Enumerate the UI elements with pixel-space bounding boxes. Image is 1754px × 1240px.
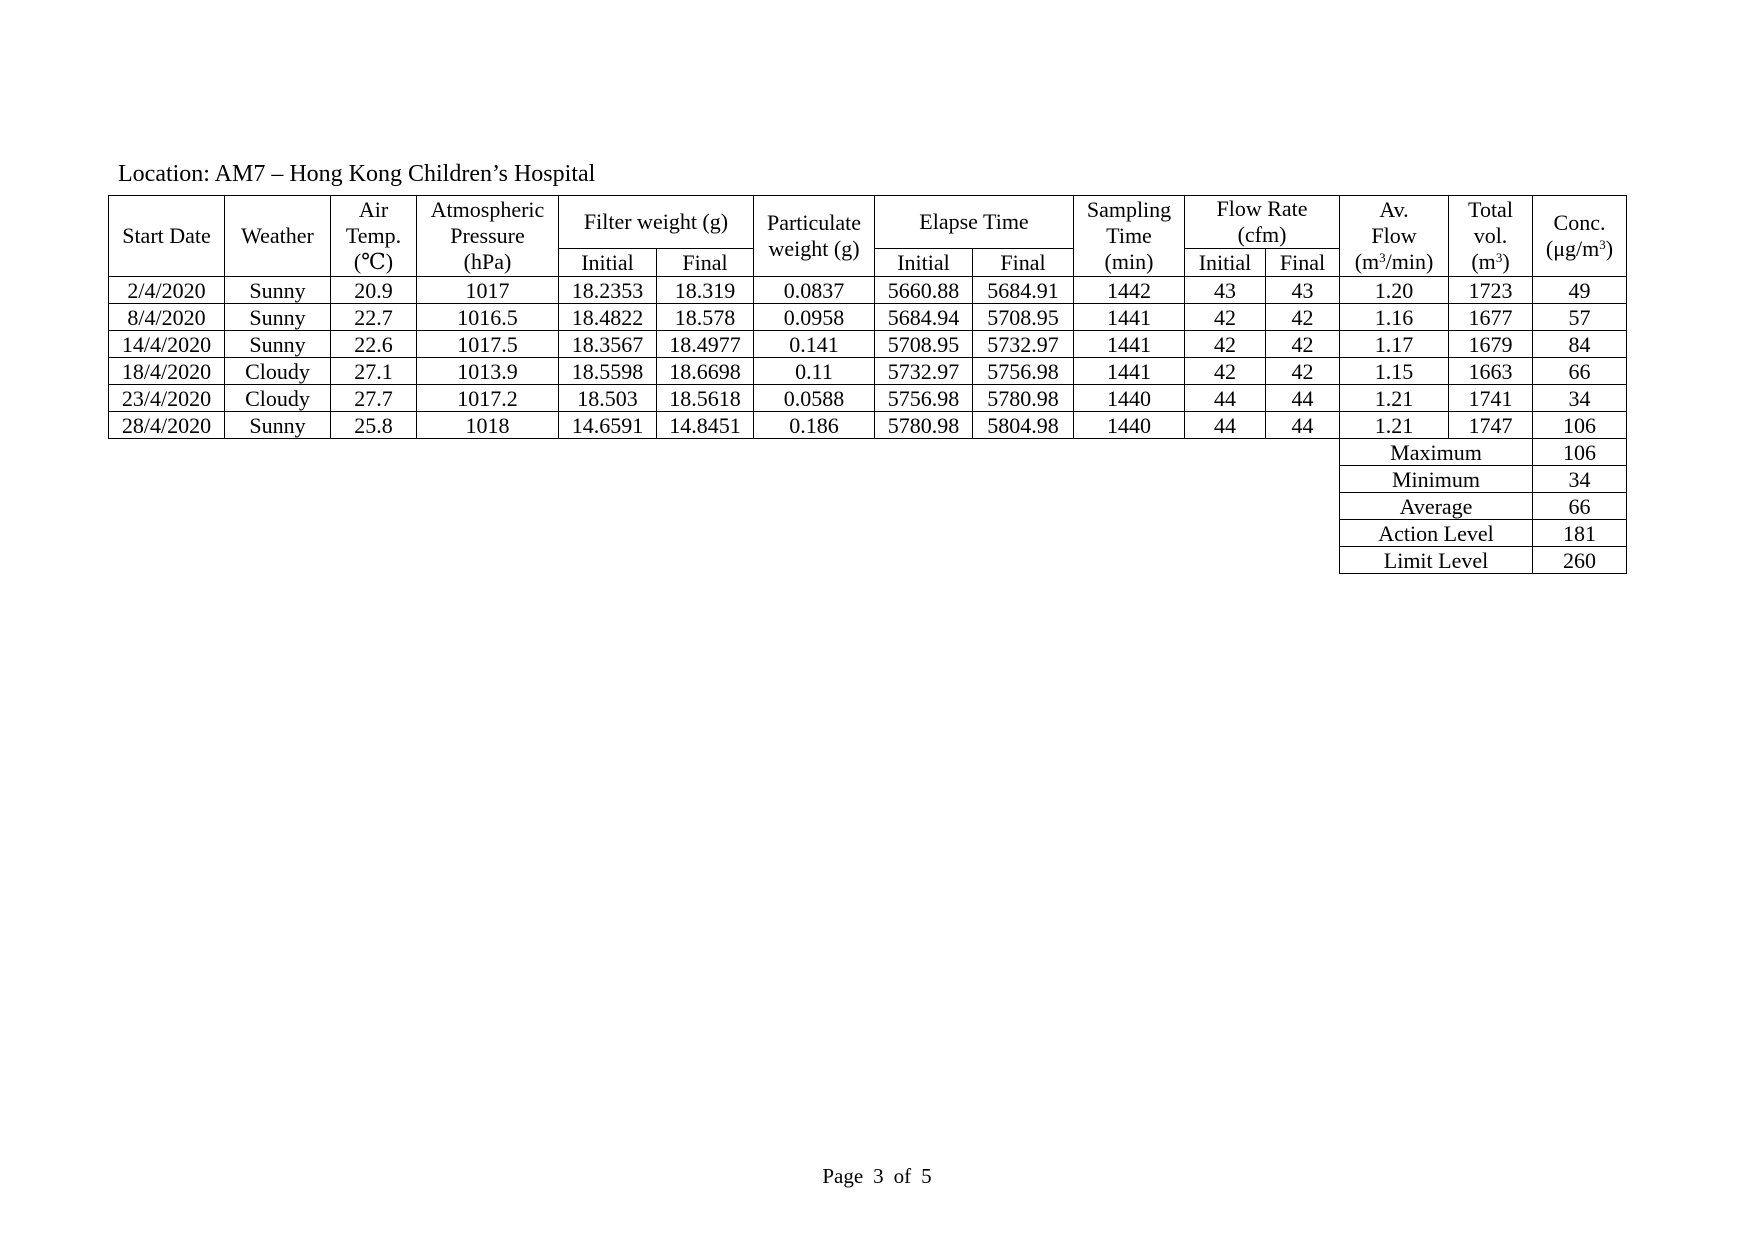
table-row	[109, 331, 1627, 358]
cell-start-date: 14/4/2020	[109, 331, 225, 358]
summary-label: Action Level	[1340, 520, 1533, 547]
summary-row	[109, 547, 1627, 574]
cell-flow-initial: 44	[1185, 385, 1266, 412]
summary-label: Average	[1340, 493, 1533, 520]
cell-conc: 57	[1533, 304, 1627, 331]
cell-elapse-final: 5804.98	[973, 412, 1074, 439]
cell-filter-initial: 18.3567	[559, 331, 657, 358]
cell-sampling-time: 1442	[1074, 277, 1185, 304]
summary-value: 34	[1533, 466, 1627, 493]
cell-elapse-initial: 5660.88	[875, 277, 973, 304]
cell-filter-initial: 18.503	[559, 385, 657, 412]
table-row	[109, 412, 1627, 439]
header-filter-weight: Filter weight (g)	[559, 196, 754, 249]
page-total: 5	[921, 1164, 932, 1188]
cell-flow-final: 43	[1266, 277, 1340, 304]
cell-sampling-time: 1440	[1074, 385, 1185, 412]
cell-flow-final: 42	[1266, 358, 1340, 385]
cell-flow-initial: 42	[1185, 358, 1266, 385]
header-filter-final: Final	[657, 249, 754, 277]
cell-start-date: 18/4/2020	[109, 358, 225, 385]
header-av-flow: Av. Flow $(m^3/\min)$	[1340, 196, 1449, 277]
summary-label: Limit Level	[1340, 547, 1533, 574]
cell-filter-final: 18.578	[657, 304, 754, 331]
cell-flow-final: 42	[1266, 331, 1340, 358]
cell-elapse-initial: 5756.98	[875, 385, 973, 412]
table-caption: Location: AM7 – Hong Kong Children’s Hospital	[118, 161, 596, 187]
summary-value: 106	[1533, 439, 1627, 466]
cell-particulate: 0.11	[754, 358, 875, 385]
cell-particulate: 0.141	[754, 331, 875, 358]
cell-elapse-final: 5780.98	[973, 385, 1074, 412]
header-elapse-initial: Initial	[875, 249, 973, 277]
page-footer	[0, 1164, 1754, 1188]
cell-elapse-initial: 5684.94	[875, 304, 973, 331]
header-flow-initial: Initial	[1185, 249, 1266, 277]
cell-av-flow: 1.16	[1340, 304, 1449, 331]
cell-sampling-time: 1441	[1074, 304, 1185, 331]
cell-start-date: 2/4/2020	[109, 277, 225, 304]
cell-conc: 49	[1533, 277, 1627, 304]
cell-elapse-final: 5732.97	[973, 331, 1074, 358]
cell-elapse-initial: 5780.98	[875, 412, 973, 439]
page-word: Page	[822, 1164, 864, 1188]
cell-pressure: 1018	[417, 412, 559, 439]
cell-av-flow: 1.17	[1340, 331, 1449, 358]
cell-filter-final: 18.5618	[657, 385, 754, 412]
cell-start-date: 8/4/2020	[109, 304, 225, 331]
cell-filter-initial: 18.5598	[559, 358, 657, 385]
cell-pressure: 1013.9	[417, 358, 559, 385]
header-elapse-time: Elapse Time	[875, 196, 1074, 249]
header-weather: Weather	[225, 196, 331, 277]
cell-conc: 106	[1533, 412, 1627, 439]
cell-flow-final: 42	[1266, 304, 1340, 331]
cell-air-temp: 27.7	[331, 385, 417, 412]
cell-elapse-initial: 5732.97	[875, 358, 973, 385]
cell-av-flow: 1.20	[1340, 277, 1449, 304]
table-header	[109, 196, 1627, 277]
cell-pressure: 1016.5	[417, 304, 559, 331]
cell-filter-initial: 14.6591	[559, 412, 657, 439]
cell-filter-final: 18.319	[657, 277, 754, 304]
cell-flow-final: 44	[1266, 412, 1340, 439]
cell-conc: 84	[1533, 331, 1627, 358]
cell-av-flow: 1.21	[1340, 412, 1449, 439]
header-filter-initial: Initial	[559, 249, 657, 277]
cell-start-date: 23/4/2020	[109, 385, 225, 412]
cell-sampling-time: 1441	[1074, 358, 1185, 385]
header-total-vol: Total vol. $(m^3)$	[1449, 196, 1533, 277]
cell-elapse-final: 5756.98	[973, 358, 1074, 385]
header-particulate-weight: Particulate weight (g)	[754, 196, 875, 277]
summary-row	[109, 466, 1627, 493]
cell-pressure: 1017.5	[417, 331, 559, 358]
cell-air-temp: 22.7	[331, 304, 417, 331]
cell-air-temp: 27.1	[331, 358, 417, 385]
table-row	[109, 385, 1627, 412]
cell-particulate: 0.0958	[754, 304, 875, 331]
cell-weather: Sunny	[225, 277, 331, 304]
cell-total-vol: 1677	[1449, 304, 1533, 331]
cell-particulate: 0.0837	[754, 277, 875, 304]
header-conc: Conc. $(\mu g/m^3)$	[1533, 196, 1627, 277]
cell-sampling-time: 1441	[1074, 331, 1185, 358]
header-flow-final: Final	[1266, 249, 1340, 277]
cell-total-vol: 1679	[1449, 331, 1533, 358]
summary-value: 66	[1533, 493, 1627, 520]
cell-weather: Cloudy	[225, 385, 331, 412]
summary-value: 260	[1533, 547, 1627, 574]
header-elapse-final: Final	[973, 249, 1074, 277]
summary-row	[109, 493, 1627, 520]
cell-particulate: 0.0588	[754, 385, 875, 412]
summary-block	[109, 439, 1627, 574]
header-flow-rate: Flow Rate (cfm)	[1185, 196, 1340, 249]
cell-total-vol: 1741	[1449, 385, 1533, 412]
cell-conc: 34	[1533, 385, 1627, 412]
table-row	[109, 277, 1627, 304]
summary-label: Maximum	[1340, 439, 1533, 466]
summary-row	[109, 520, 1627, 547]
cell-weather: Sunny	[225, 331, 331, 358]
cell-elapse-initial: 5708.95	[875, 331, 973, 358]
cell-total-vol: 1747	[1449, 412, 1533, 439]
cell-filter-final: 18.4977	[657, 331, 754, 358]
cell-filter-initial: 18.4822	[559, 304, 657, 331]
summary-label: Minimum	[1340, 466, 1533, 493]
cell-av-flow: 1.21	[1340, 385, 1449, 412]
cell-sampling-time: 1440	[1074, 412, 1185, 439]
cell-weather: Sunny	[225, 412, 331, 439]
cell-flow-final: 44	[1266, 385, 1340, 412]
cell-filter-final: 18.6698	[657, 358, 754, 385]
cell-air-temp: 22.6	[331, 331, 417, 358]
table-row	[109, 358, 1627, 385]
of-word: of	[893, 1164, 912, 1188]
cell-start-date: 28/4/2020	[109, 412, 225, 439]
cell-av-flow: 1.15	[1340, 358, 1449, 385]
cell-flow-initial: 43	[1185, 277, 1266, 304]
cell-flow-initial: 42	[1185, 304, 1266, 331]
header-start-date: Start Date	[109, 196, 225, 277]
cell-total-vol: 1723	[1449, 277, 1533, 304]
cell-elapse-final: 5684.91	[973, 277, 1074, 304]
cell-pressure: 1017	[417, 277, 559, 304]
cell-filter-final: 14.8451	[657, 412, 754, 439]
header-air-temp: Air Temp. (℃)	[331, 196, 417, 277]
header-sampling-time: Sampling Time (min)	[1074, 196, 1185, 277]
cell-elapse-final: 5708.95	[973, 304, 1074, 331]
cell-air-temp: 20.9	[331, 277, 417, 304]
cell-weather: Cloudy	[225, 358, 331, 385]
cell-particulate: 0.186	[754, 412, 875, 439]
cell-conc: 66	[1533, 358, 1627, 385]
cell-flow-initial: 44	[1185, 412, 1266, 439]
table-row	[109, 304, 1627, 331]
page-number: 3	[873, 1164, 884, 1188]
table-body	[109, 277, 1627, 439]
summary-value: 181	[1533, 520, 1627, 547]
cell-pressure: 1017.2	[417, 385, 559, 412]
air-quality-table	[108, 195, 1627, 574]
cell-filter-initial: 18.2353	[559, 277, 657, 304]
summary-row	[109, 439, 1627, 466]
cell-air-temp: 25.8	[331, 412, 417, 439]
cell-flow-initial: 42	[1185, 331, 1266, 358]
header-pressure: Atmospheric Pressure (hPa)	[417, 196, 559, 277]
cell-weather: Sunny	[225, 304, 331, 331]
cell-total-vol: 1663	[1449, 358, 1533, 385]
